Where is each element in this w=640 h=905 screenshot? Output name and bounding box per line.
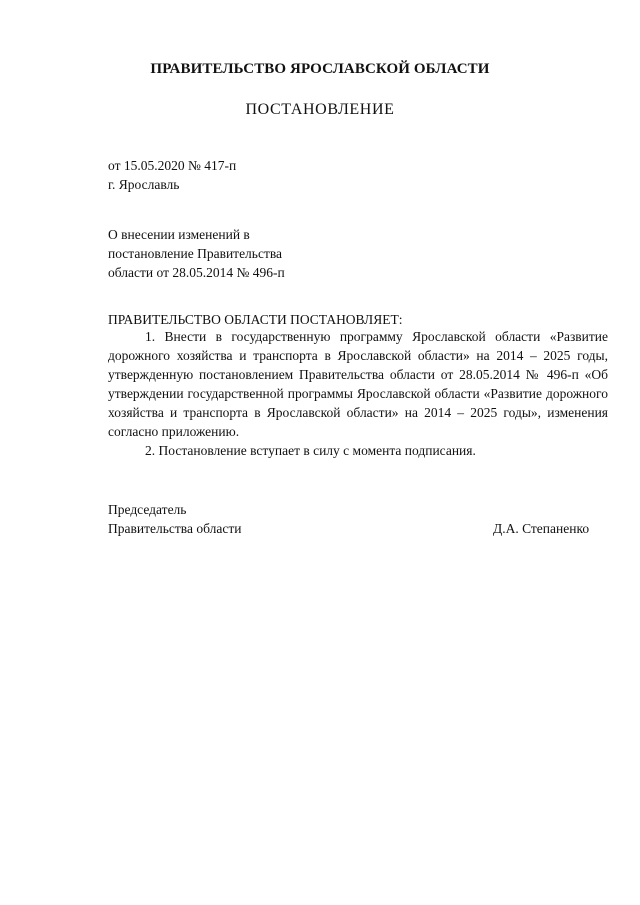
document-subject bbox=[108, 225, 285, 282]
decree-item: 1. Внести в государственную программу Ярославской области «Развитие дорожного хозяйства и транспорта в Ярославской области» на 2014 – 2025 годы, утвержденную постановлением Правительства области от 28.05.2014 № 496-п «Об утверждении государственной программы Ярославской области «Развитие дорожного хозяйства и транспорта в Ярославской области» на 2014 – 2025 годы», изменения согласно приложению. bbox=[108, 329, 608, 439]
position-line: Председатель bbox=[108, 502, 187, 517]
subject-line: О внесении изменений в bbox=[108, 227, 250, 242]
date-number: от 15.05.2020 № 417-п bbox=[108, 158, 237, 173]
subject-line: области от 28.05.2014 № 496-п bbox=[108, 265, 285, 280]
document-type: ПОСТАНОВЛЕНИЕ bbox=[245, 101, 395, 118]
signatory-name: Д.А. Степаненко bbox=[493, 521, 590, 536]
position-line: Правительства области bbox=[108, 521, 242, 536]
document-meta bbox=[108, 156, 236, 194]
signatory-position bbox=[108, 500, 241, 538]
subject-line: постановление Правительства bbox=[108, 246, 283, 261]
city: г. Ярославль bbox=[108, 177, 180, 192]
decree-heading: ПРАВИТЕЛЬСТВО ОБЛАСТИ ПОСТАНОВЛЯЕТ: bbox=[108, 312, 403, 327]
decree-item: 2. Постановление вступает в силу с момента подписания. bbox=[145, 443, 476, 458]
decree-body bbox=[108, 327, 608, 460]
government-title: ПРАВИТЕЛЬСТВО ЯРОСЛАВСКОЙ ОБЛАСТИ bbox=[150, 61, 490, 77]
